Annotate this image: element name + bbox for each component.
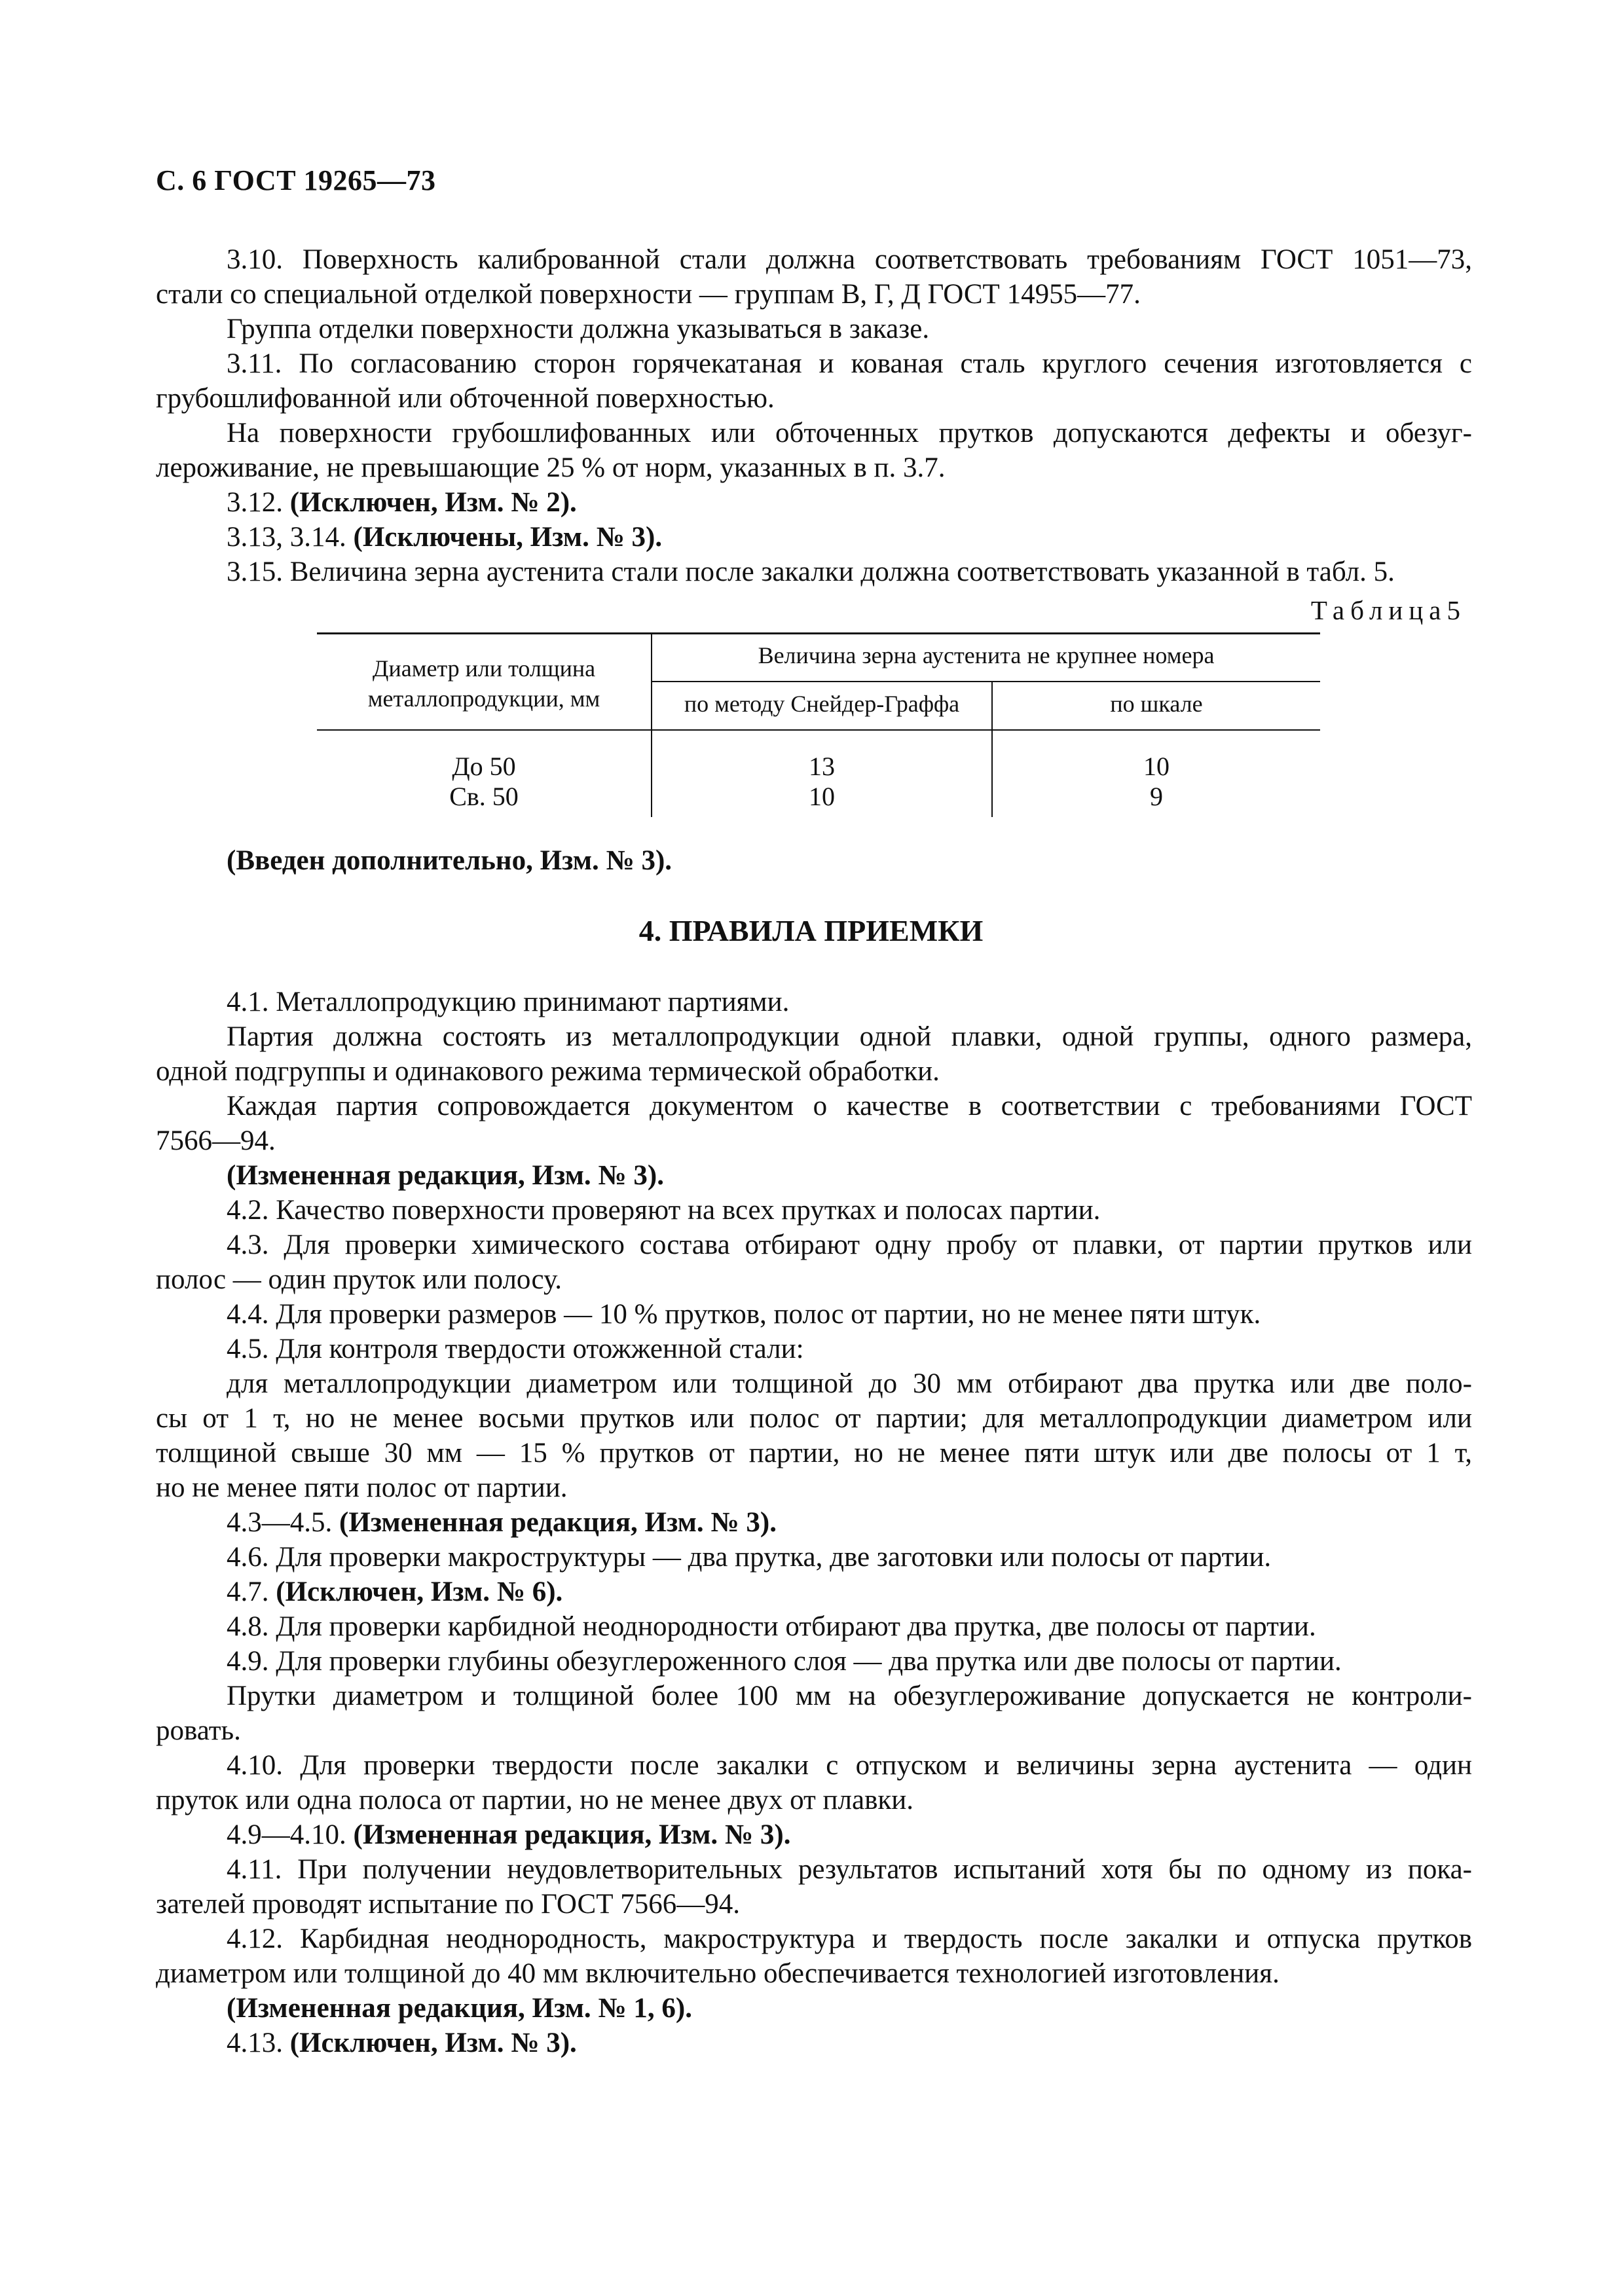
text-line [156,450,1472,485]
text-line [156,985,1472,1019]
col2-header: по методу Снейдер-Граффа [684,691,960,717]
text-line [156,2026,1472,2060]
row2-scale: 9 [1150,782,1163,811]
line-text: 4.5. Для контроля твердости отожженной стали: [227,1334,804,1364]
line-text: лероживание, не превышающие 25 % от норм, указанных в п. 3.7. [156,452,946,483]
table-caption: Таблица5 [1310,595,1466,625]
text-line [156,1713,1472,1748]
text-line [156,1262,1472,1297]
amendment-note: (Исключен, Изм. № 3). [289,2028,577,2058]
text-line [156,1470,1472,1505]
table-note: (Введен дополнительно, Изм. № 3). [227,845,673,876]
text-line [156,1505,1472,1540]
text-line [156,1366,1472,1401]
col3-header: по шкале [1110,691,1203,717]
text-line [156,1575,1472,1609]
line-text: 4.2. Качество поверхности проверяют на всех прутках и полосах партии. [227,1195,1101,1226]
col1-header [317,653,651,714]
text-line [156,1123,1472,1158]
row2-size: Св. 50 [449,782,519,811]
group-header: Величина зерна аустенита не крупнее номера [758,642,1215,668]
line-text: Группа отделки поверхности должна указываться в заказе. [227,314,930,344]
line-text: стали со специальной отделкой поверхности — группам В, Г, Д ГОСТ 14955—77. [156,279,1141,310]
line-text: ровать. [156,1715,241,1746]
text-line [156,1228,1472,1262]
line-text: для металлопродукции диаметром или толщиной до 30 мм отбирают два прутка или две поло- [227,1368,1472,1399]
text-line [156,1332,1472,1366]
text-line [156,1887,1472,1922]
text-line [156,1783,1472,1817]
amendment-note: (Измененная редакция, Изм. № 3). [227,1160,664,1191]
line-text: 3.11. По согласованию сторон горячекатаная и кованая сталь круглого сечения изготовляется с [227,348,1472,379]
line-text: сы от 1 т, но не менее восьми прутков или полос от партии; для металлопродукции диаметром или [156,1403,1472,1434]
line-text: зателей проводят испытание по ГОСТ 7566—94. [156,1889,740,1920]
line-text: 7566—94. [156,1125,276,1156]
text-line [156,1193,1472,1228]
amendment-note: (Исключены, Изм. № 3). [353,522,663,553]
text-line [156,520,1472,555]
row2-method: 10 [809,782,835,811]
line-text: диаметром или толщиной до 40 мм включительно обеспечивается технологией изготовления. [156,1958,1280,1989]
text-line [156,1852,1472,1887]
line-text: 4.8. Для проверки карбидной неоднородности отбирают два прутка, две полосы от партии. [227,1611,1316,1642]
page-header: С. 6 ГОСТ 19265—73 [156,164,436,196]
section-4-text [156,985,1472,2060]
line-text: одной подгруппы и одинакового режима термической обработки. [156,1056,940,1087]
text-line [156,416,1472,450]
row1-scale: 10 [1143,752,1170,781]
row1-method: 13 [809,752,835,781]
line-text: 4.4. Для проверки размеров — 10 % прутков, полос от партии, но не менее пяти штук. [227,1299,1261,1330]
text-line [156,312,1472,346]
line-text: пруток или одна полоса от партии, но не менее двух от плавки. [156,1785,914,1815]
line-text: толщиной свыше 30 мм — 15 % прутков от партии, но не менее пяти штук или две полосы от 1 т, [156,1438,1472,1468]
text-line [156,1089,1472,1123]
col1-header-line1: Диаметр или толщина [372,655,596,682]
line-text: 4.3. Для проверки химического состава отбирают одну пробу от плавки, от партии прутков или [227,1230,1472,1260]
text-line [156,1817,1472,1852]
table-5 [317,632,1320,817]
line-text: 4.10. Для проверки твердости после закалки с отпуском и величины зерна аустенита — один [227,1750,1472,1781]
amendment-note: (Измененная редакция, Изм. № 1, 6). [227,1993,692,2024]
text-line [156,1922,1472,1956]
line-text: 3.13, 3.14. [227,522,354,553]
section-3-text [156,242,1472,589]
text-line [156,1401,1472,1436]
line-text: 3.15. Величина зерна аустенита стали после закалки должна соответствовать указанной в табл. 5. [227,556,1395,587]
amendment-note: (Исключен, Изм. № 2). [289,487,577,518]
table-top-rule [317,632,1320,634]
line-text: 4.9—4.10. [227,1819,354,1850]
line-text: 4.1. Металлопродукцию принимают партиями. [227,987,790,1017]
text-line [156,1679,1472,1713]
text-line [156,346,1472,381]
amendment-note: (Исключен, Изм. № 6). [276,1576,563,1607]
text-line [156,1644,1472,1679]
text-line [156,1158,1472,1193]
text-line [156,1297,1472,1332]
line-text: но не менее пяти полос от партии. [156,1472,568,1503]
line-text: Прутки диаметром и толщиной более 100 мм на обезуглероживание допускается не контроли- [227,1681,1472,1711]
line-text: Каждая партия сопровождается документом о качестве в соответствии с требованиями ГОСТ [227,1091,1472,1121]
amendment-note: (Измененная редакция, Изм. № 3). [339,1507,777,1538]
section-4-title: 4. ПРАВИЛА ПРИЕМКИ [638,914,984,947]
text-line [156,1436,1472,1470]
line-text: 4.11. При получении неудовлетворительных результатов испытаний хотя бы по одному из пока- [227,1854,1472,1885]
table-header-bottom-rule [317,729,1320,731]
line-text: 4.12. Карбидная неоднородность, макроструктура и твердость после закалки и отпуска прутков [227,1923,1472,1954]
line-text: полос — один пруток или полосу. [156,1264,562,1295]
text-line [156,485,1472,520]
text-line [156,242,1472,277]
text-line [156,1054,1472,1089]
col1-header-line2: металлопродукции, мм [367,685,600,712]
line-text: 4.7. [227,1576,276,1607]
line-text: На поверхности грубошлифованных или обточенных прутков допускаются дефекты и обезуг- [227,418,1472,448]
line-text: 4.3—4.5. [227,1507,339,1538]
amendment-note: (Измененная редакция, Изм. № 3). [353,1819,791,1850]
text-line [156,1609,1472,1644]
line-text: 4.13. [227,2028,290,2058]
table-group-rule [651,681,1320,682]
line-text: грубошлифованной или обточенной поверхностью. [156,383,775,414]
line-text: 3.10. Поверхность калиброванной стали должна соответствовать требованиям ГОСТ 1051—73, [227,244,1472,275]
text-line [156,381,1472,416]
text-line [156,1956,1472,1991]
line-text: 3.12. [227,487,290,518]
line-text: 4.6. Для проверки макроструктуры — два прутка, две заготовки или полосы от партии. [227,1542,1272,1573]
text-line [156,1991,1472,2026]
text-line [156,1540,1472,1575]
text-line [156,1019,1472,1054]
line-text: 4.9. Для проверки глубины обезуглероженного слоя — два прутка или две полосы от партии. [227,1646,1342,1677]
text-line [156,555,1472,589]
text-line [156,277,1472,312]
row1-size: До 50 [452,752,516,781]
text-line [156,1748,1472,1783]
line-text: Партия должна состоять из металлопродукции одной плавки, одной группы, одного размера, [227,1021,1472,1052]
